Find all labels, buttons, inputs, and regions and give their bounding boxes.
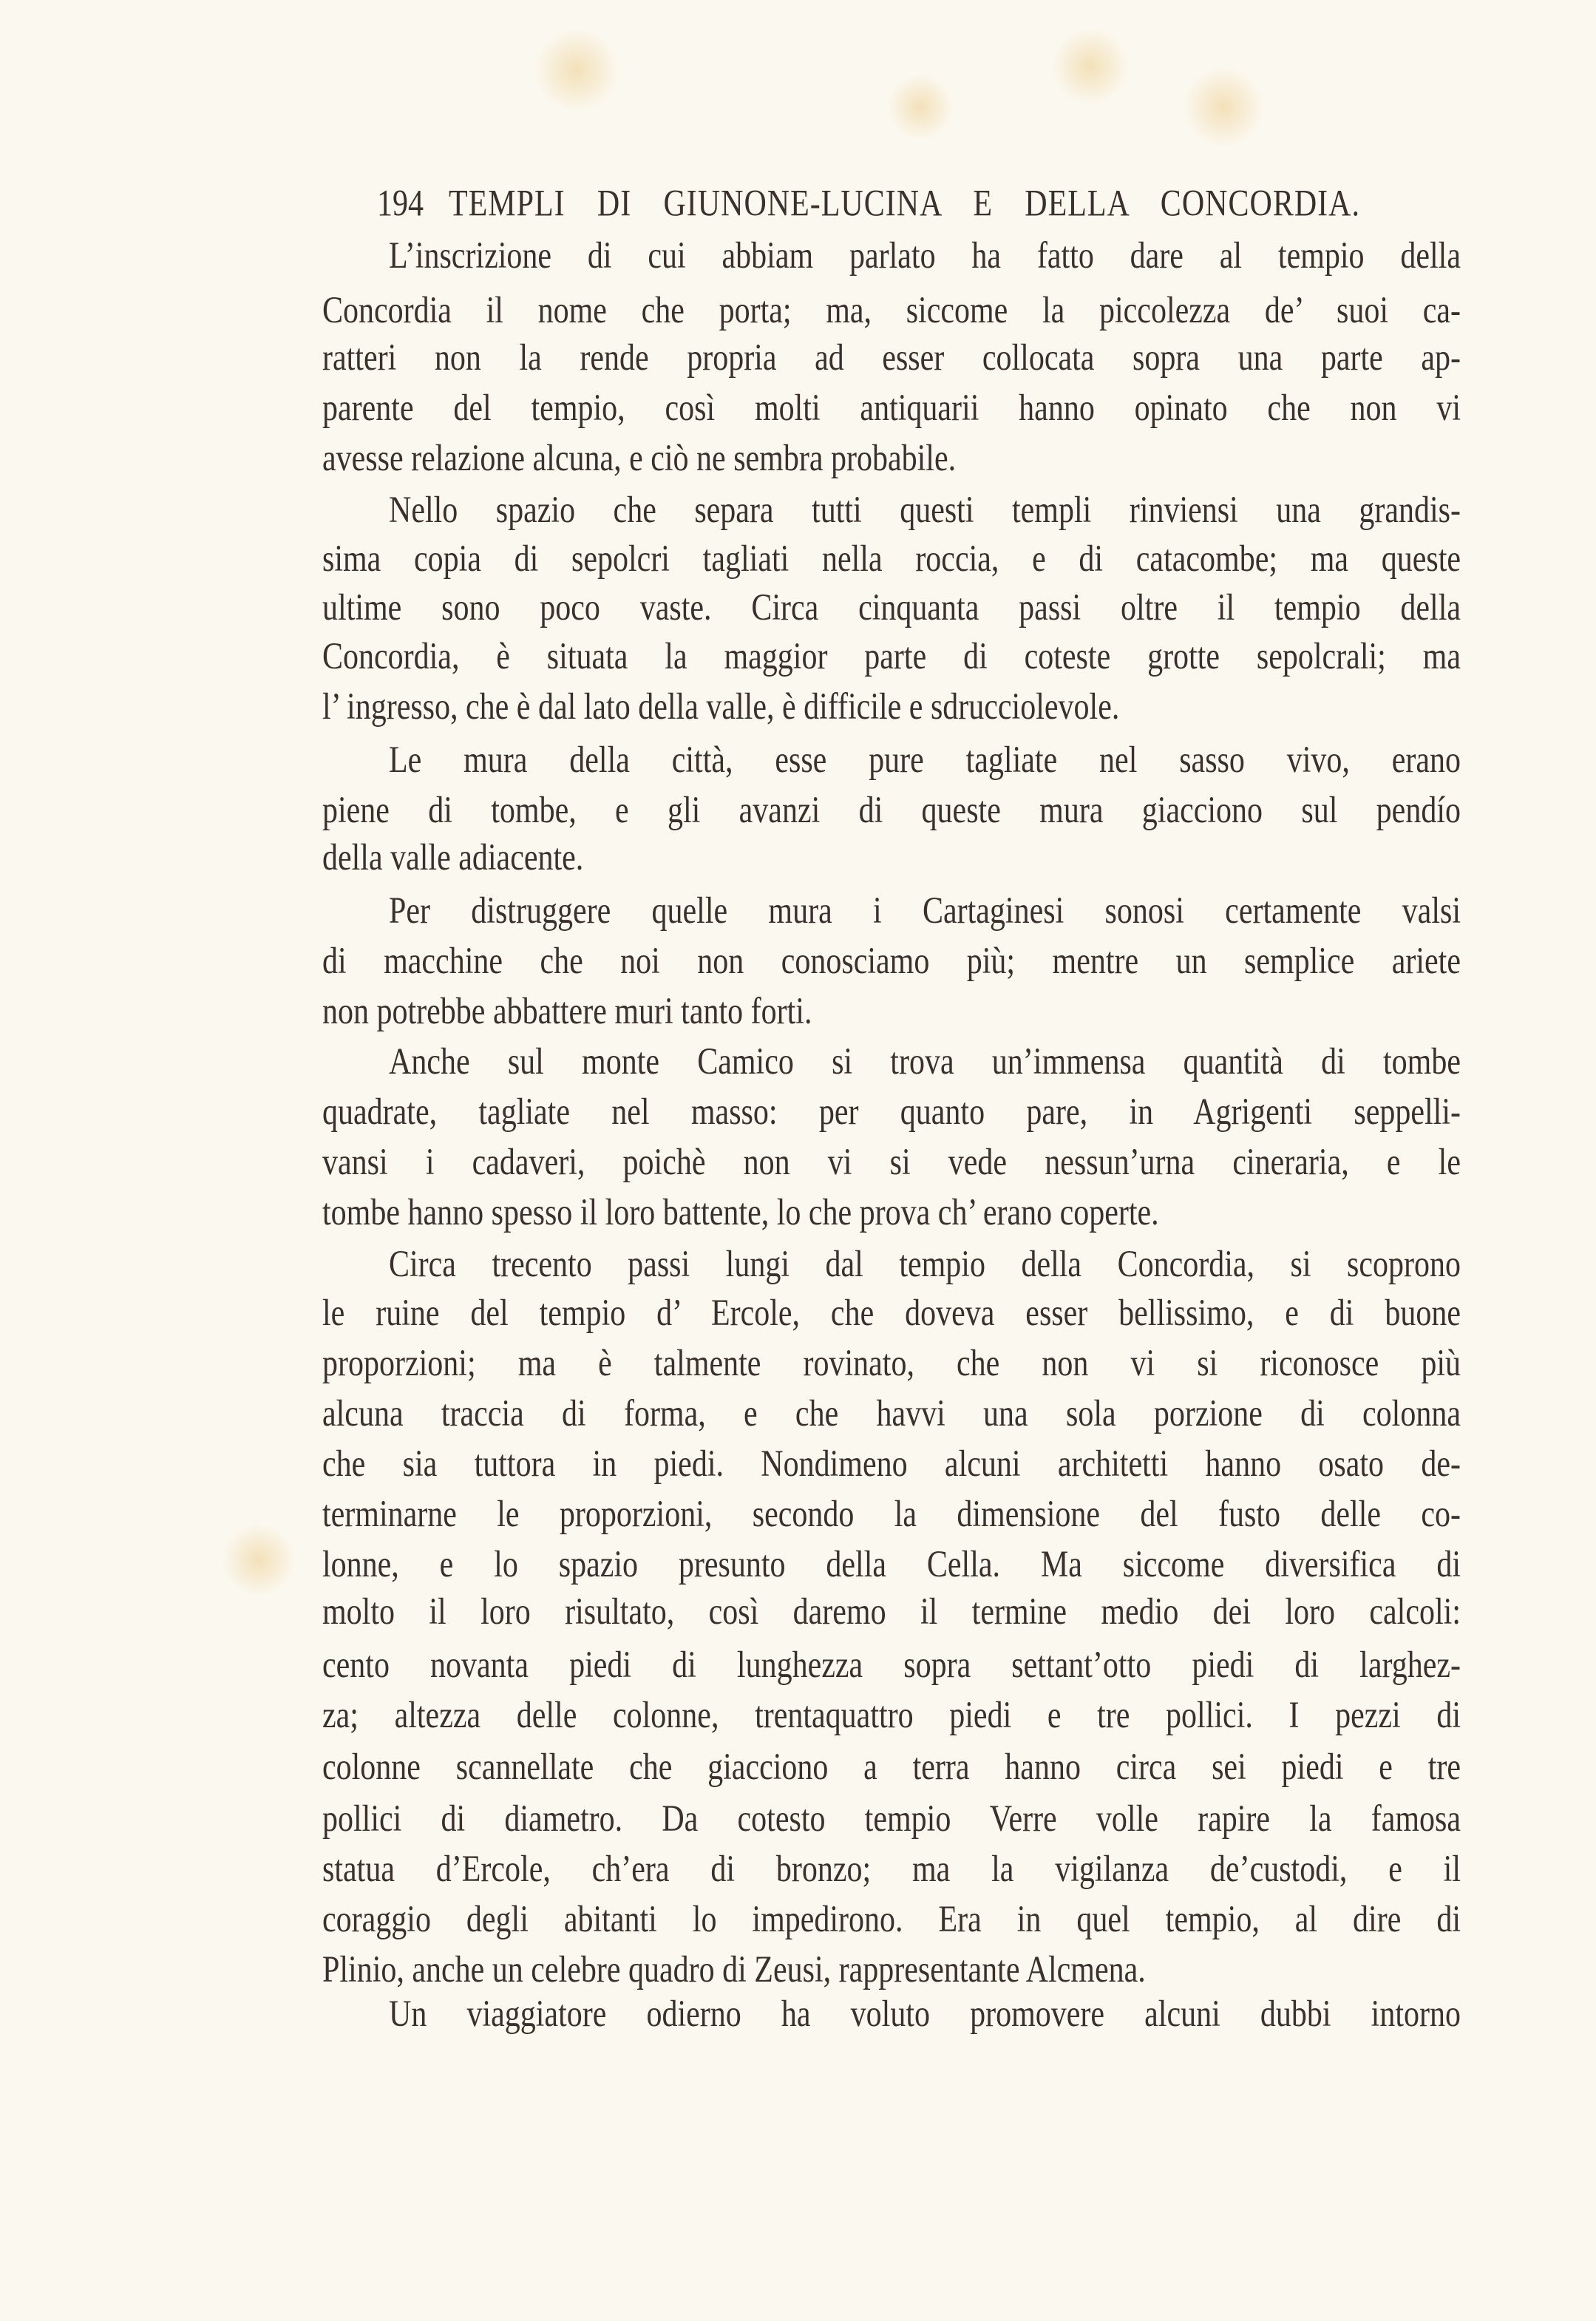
page-number: 194: [377, 183, 424, 225]
paper-stain: [222, 1523, 296, 1597]
text-line: proporzioni; ma è talmente rovinato, che non vi si riconosce più: [322, 1342, 1461, 1385]
text-line: lonne, e lo spazio presunto della Cella. Ma siccome diversifica di: [322, 1543, 1461, 1586]
paper-stain: [532, 30, 621, 111]
text-line: L’inscrizione di cui abbiam parlato ha fatto dare al tempio della: [389, 234, 1461, 277]
text-line: ratteri non la rende propria ad esser collocata sopra una parte ap-: [322, 336, 1461, 379]
text-line: terminarne le proporzioni, secondo la dimensione del fusto delle co-: [322, 1493, 1461, 1536]
text-line: pollici di diametro. Da cotesto tempio Verre volle rapire la famosa: [322, 1797, 1461, 1840]
running-header: [377, 177, 1360, 231]
text-line: colonne scannellate che giacciono a terra hanno circa sei piedi e tre: [322, 1746, 1461, 1789]
text-line: parente del tempio, così molti antiquarii hanno opinato che non vi: [322, 387, 1461, 430]
text-line: statua d’Ercole, ch’era di bronzo; ma la vigilanza de’custodi, e il: [322, 1848, 1461, 1891]
running-title: TEMPLI DI GIUNONE-LUCINA E DELLA CONCORDIA.: [449, 183, 1360, 225]
text-line: piene di tombe, e gli avanzi di queste mura giacciono sul pendío: [322, 789, 1461, 832]
text-line: Circa trecento passi lungi dal tempio della Concordia, si scoprono: [389, 1243, 1461, 1286]
text-line: Concordia il nome che porta; ma, siccome la piccolezza de’ suoi ca-: [322, 289, 1461, 332]
text-line: molto il loro risultato, così daremo il termine medio dei loro calcoli:: [322, 1590, 1461, 1633]
paper-stain: [887, 74, 954, 140]
text-line: coraggio degli abitanti lo impedirono. Era in quel tempio, al dire di: [322, 1898, 1461, 1941]
paper-stain: [1050, 30, 1131, 104]
text-line: Nello spazio che separa tutti questi templi rinviensi una grandis-: [389, 489, 1461, 532]
text-line: ultime sono poco vaste. Circa cinquanta passi oltre il tempio della: [322, 586, 1461, 629]
text-line: vansi i cadaveri, poichè non vi si vede nessun’urna cineraria, e le: [322, 1141, 1461, 1184]
text-line: quadrate, tagliate nel masso: per quanto pare, in Agrigenti seppelli-: [322, 1091, 1461, 1134]
text-line: Concordia, è situata la maggior parte di coteste grotte sepolcrali; ma: [322, 635, 1461, 678]
text-line: Plinio, anche un celebre quadro di Zeusi, rappresentante Alcmena.: [322, 1948, 1146, 1991]
text-line: cento novanta piedi di lunghezza sopra settant’otto piedi di larghez-: [322, 1644, 1461, 1687]
text-line: tombe hanno spesso il loro battente, lo che prova ch’ erano coperte.: [322, 1191, 1159, 1234]
text-line: Un viaggiatore odierno ha voluto promovere alcuni dubbi intorno: [389, 1993, 1461, 2036]
paper-stain: [1183, 67, 1264, 148]
text-line: alcuna traccia di forma, e che havvi una sola porzione di colonna: [322, 1392, 1461, 1435]
text-line: che sia tuttora in piedi. Nondimeno alcuni architetti hanno osato de-: [322, 1443, 1461, 1485]
text-line: della valle adiacente.: [322, 836, 584, 879]
text-line: za; altezza delle colonne, trentaquattro piedi e tre pollici. I pezzi di: [322, 1694, 1461, 1737]
text-line: Per distruggere quelle mura i Cartaginesi sonosi certamente valsi: [389, 890, 1461, 932]
text-line: non potrebbe abbattere muri tanto forti.: [322, 990, 812, 1033]
text-line: Le mura della città, esse pure tagliate nel sasso vivo, erano: [389, 739, 1461, 782]
text-line: di macchine che noi non conosciamo più; mentre un semplice ariete: [322, 940, 1461, 983]
text-line: sima copia di sepolcri tagliati nella roccia, e di catacombe; ma queste: [322, 538, 1461, 580]
text-line: Anche sul monte Camico si trova un’immensa quantità di tombe: [389, 1040, 1461, 1083]
text-line: l’ ingresso, che è dal lato della valle, è difficile e sdrucciolevole.: [322, 685, 1120, 728]
text-line: le ruine del tempio d’ Ercole, che doveva esser bellissimo, e di buone: [322, 1292, 1461, 1335]
text-line: avesse relazione alcuna, e ciò ne sembra probabile.: [322, 437, 957, 480]
